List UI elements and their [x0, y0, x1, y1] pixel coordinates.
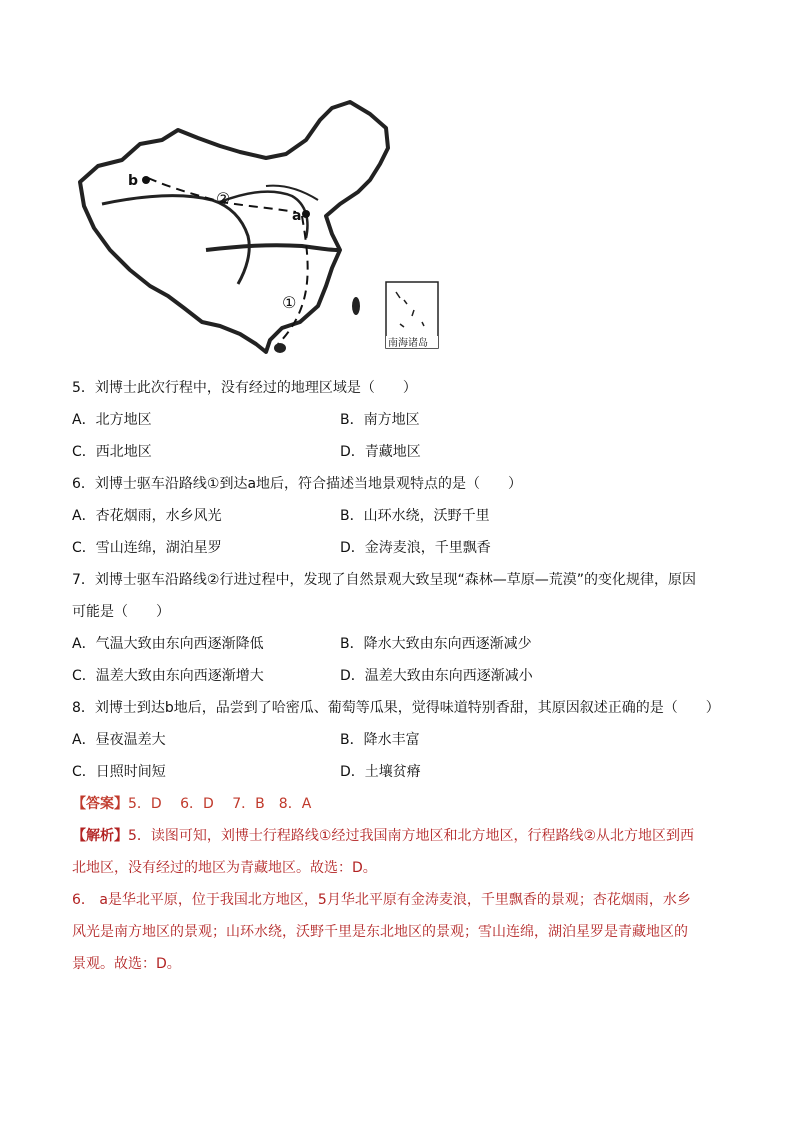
question-8-options-row-2 [72, 756, 732, 788]
analysis-tag: 【解析】 [72, 828, 128, 844]
question-6-text: 6．刘博士驱车沿路线①到达a地后，符合描述当地景观特点的是（ ） [72, 476, 523, 492]
analysis-line-2: 北地区，没有经过的地区为青藏地区。故选：D。 [72, 860, 377, 876]
south-sea-islands [396, 292, 424, 327]
question-7-option-a[interactable]: A．气温大致由东向西逐渐降低 [72, 636, 264, 652]
question-5-option-c[interactable]: C．西北地区 [72, 444, 152, 460]
hainan-island [274, 343, 286, 353]
question-7-option-d[interactable]: D．温差大致由东向西逐渐减小 [340, 668, 533, 684]
qinling-huaihe-boundary [206, 245, 338, 250]
taiwan-island [352, 297, 360, 315]
analysis-text-1: 5．读图可知，刘博士行程路线①经过我国南方地区和北方地区，行程路线②从北方地区到西 [128, 828, 695, 844]
map-outline [80, 102, 388, 352]
question-7-option-b[interactable]: B．降水大致由东向西逐渐减少 [340, 636, 532, 652]
question-5-text: 5．刘博士此次行程中，没有经过的地理区域是（ ） [72, 380, 417, 396]
question-7-text-line-1: 7．刘博士驱车沿路线②行进过程中，发现了自然景观大致呈现“森林—草原—荒漠”的变化规律，原因 [72, 572, 696, 588]
route-1-line[interactable] [278, 216, 308, 344]
question-8-option-c[interactable]: C．日照时间短 [72, 764, 166, 780]
north-northwest-boundary [102, 196, 249, 284]
question-8-option-b[interactable]: B．降水丰富 [340, 732, 420, 748]
question-7-options-row-1 [72, 628, 732, 660]
route-1-label: ① [282, 293, 297, 312]
point-a-label: a [292, 208, 302, 224]
answer-tag: 【答案】 [72, 796, 128, 812]
china-map-svg [70, 100, 450, 362]
analysis-line-5: 景观。故选：D。 [72, 956, 181, 972]
question-8-options-row-1 [72, 724, 732, 756]
question-5-options-row-1 [72, 404, 732, 436]
question-5-option-a[interactable]: A．北方地区 [72, 412, 152, 428]
point-b-marker[interactable] [142, 176, 150, 184]
question-8-option-d[interactable]: D．土壤贫瘠 [340, 764, 421, 780]
question-5-options-row-2 [72, 436, 732, 468]
question-8-option-a[interactable]: A．昼夜温差大 [72, 732, 166, 748]
question-7-option-c[interactable]: C．温差大致由东向西逐渐增大 [72, 668, 264, 684]
question-7-text-line-2: 可能是（ ） [72, 604, 170, 620]
answer-line [72, 788, 732, 820]
south-sea-inset-label: 南海诸岛 [388, 338, 428, 349]
question-6-option-b[interactable]: B．山环水绕，沃野千里 [340, 508, 490, 524]
question-5-option-d[interactable]: D．青藏地区 [340, 444, 421, 460]
question-6-option-d[interactable]: D．金涛麦浪，千里飘香 [340, 540, 491, 556]
question-6-options-row-2 [72, 532, 732, 564]
question-6-option-a[interactable]: A．杏花烟雨，水乡风光 [72, 508, 222, 524]
point-a-marker[interactable] [302, 210, 310, 218]
question-5-option-b[interactable]: B．南方地区 [340, 412, 420, 428]
question-8-text: 8．刘博士到达b地后，品尝到了哈密瓜、葡萄等瓜果，觉得味道特别香甜，其原因叙述正确的是（ ） [72, 700, 720, 716]
answer-text: 5．D 6．D 7．B 8．A [128, 796, 312, 812]
question-6-options-row-1 [72, 500, 732, 532]
point-b-label: b [128, 173, 139, 189]
analysis-line-4: 风光是南方地区的景观；山环水绕，沃野千里是东北地区的景观；雪山连绵，湖泊星罗是青藏地区的 [72, 924, 688, 940]
question-content [72, 372, 732, 980]
question-6-option-c[interactable]: C．雪山连绵，湖泊星罗 [72, 540, 222, 556]
route-2-label: ② [216, 189, 231, 208]
china-map [70, 100, 450, 362]
question-7-options-row-2 [72, 660, 732, 692]
analysis-line-3: 6． a是华北平原，位于我国北方地区，5月华北平原有金涛麦浪，千里飘香的景观；杏花烟雨，水乡 [72, 892, 691, 908]
analysis-line-1 [72, 820, 732, 852]
